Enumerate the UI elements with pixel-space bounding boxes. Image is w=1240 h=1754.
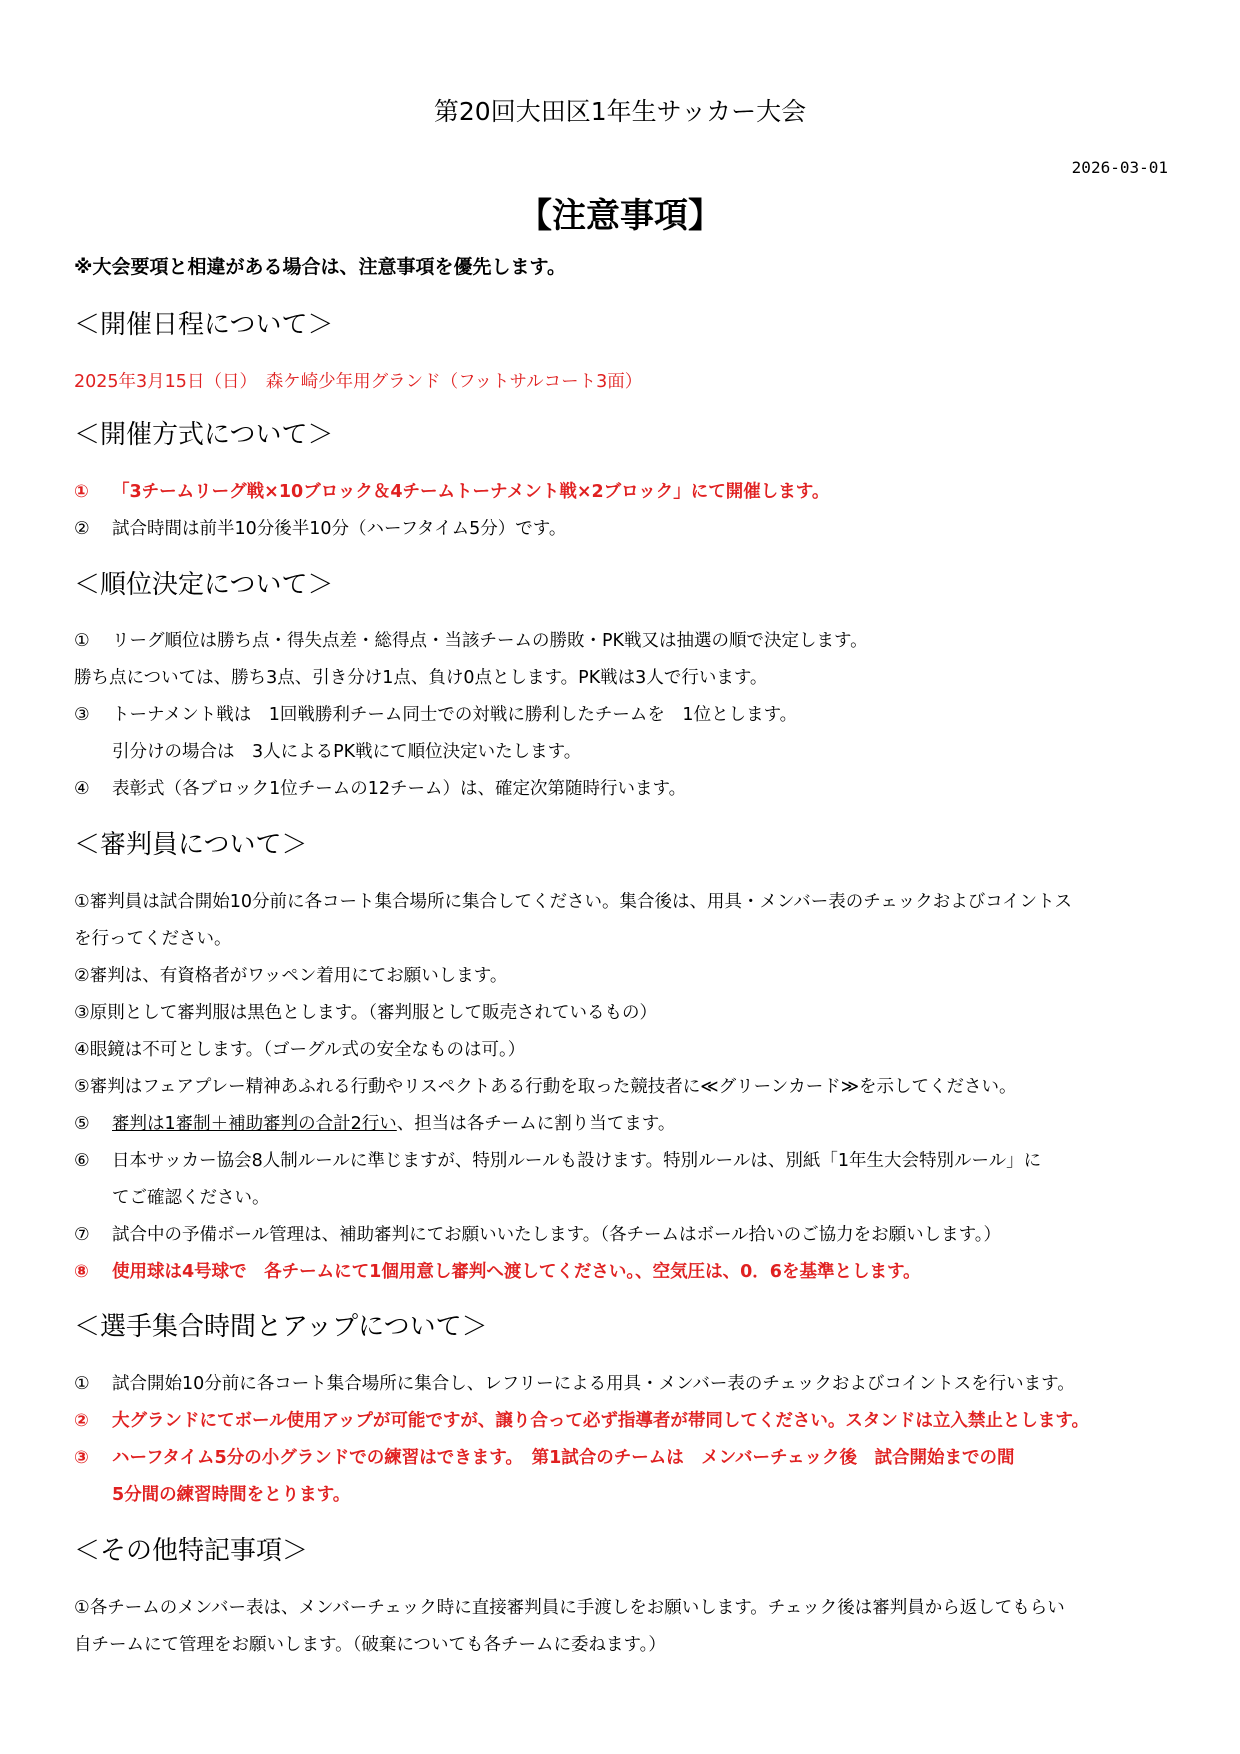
referee-item-1: ①審判員は試合開始10分前に各コート集合場所に集合してください。集合後は、用具・メンバー表のチェックおよびコイントス bbox=[74, 892, 1073, 912]
players-item-3 bbox=[74, 1444, 1015, 1469]
item-number: ⑤ bbox=[74, 1114, 90, 1134]
document-title: 第20回大田区1年生サッカー大会 bbox=[433, 97, 807, 126]
schedule-line: 2025年3月15日（日） 森ケ崎少年用グランド（フットサルコート3面） bbox=[74, 372, 643, 392]
item-text: 表彰式（各ブロック1位チームの12チーム）は、確定次第随時行います。 bbox=[112, 779, 687, 799]
item-number: ① bbox=[74, 482, 89, 502]
item-text: 「3チームリーグ戦×10ブロック＆4チームトーナメント戦×2ブロック」にて開催します。 bbox=[112, 482, 830, 502]
item-text: 大グランドにてボール使用アップが可能ですが、譲り合って必ず指導者が帯同してください。スタンドは立入禁止とします。 bbox=[112, 1411, 1090, 1431]
referee-item-7-cont: てご確認ください。 bbox=[112, 1188, 270, 1208]
item-number: ⑥ bbox=[74, 1151, 90, 1171]
section-heading-ranking: ＜順位決定について＞ bbox=[74, 570, 334, 600]
referee-item-7 bbox=[74, 1147, 1041, 1172]
referee-item-9 bbox=[74, 1258, 921, 1283]
document-date: 2026-03-01 bbox=[1071, 158, 1168, 177]
item-number: ⑧ bbox=[74, 1262, 89, 1282]
ranking-item-3-cont: 引分けの場合は 3人によるPK戦にて順位決定いたします。 bbox=[112, 742, 582, 762]
item-number: ③ bbox=[74, 1448, 89, 1468]
item-text: トーナメント戦は 1回戦勝利チーム同士での対戦に勝利したチームを 1位とします。 bbox=[112, 705, 798, 725]
item-text: 試合開始10分前に各コート集合場所に集合し、レフリーによる用具・メンバー表のチェックおよびコイントスを行います。 bbox=[112, 1374, 1075, 1394]
item-text: 使用球は4号球で 各チームにて1個用意し審判へ渡してください。、空気圧は、0．6を基準とします。 bbox=[112, 1262, 921, 1282]
ranking-points-note: 勝ち点については、勝ち3点、引き分け1点、負け0点とします。PK戦は3人で行います。 bbox=[74, 668, 768, 688]
item-text: ハーフタイム5分の小グランドでの練習はできます。 第1試合のチームは メンバーチェック後 試合開始までの間 bbox=[112, 1448, 1015, 1468]
item-text: 試合中の予備ボール管理は、補助審判にてお願いいたします。（各チームはボール拾いのご協力をお願いします。） bbox=[112, 1225, 1001, 1245]
players-item-2 bbox=[74, 1407, 1089, 1432]
other-item-1-cont: 自チームにて管理をお願いします。（破棄についても各チームに委ねます。） bbox=[74, 1635, 666, 1655]
section-heading-format: ＜開催方式について＞ bbox=[74, 420, 334, 450]
section-heading-other: ＜その他特記事項＞ bbox=[74, 1536, 309, 1566]
item-number: ② bbox=[74, 1411, 89, 1431]
referee-item-3: ③原則として審判服は黒色とします。（審判服として販売されているもの） bbox=[74, 1003, 658, 1023]
item-number: ③ bbox=[74, 705, 90, 725]
players-item-3-cont: 5分間の練習時間をとります。 bbox=[112, 1485, 351, 1505]
referee-item-2: ②審判は、有資格者がワッペン着用にてお願いします。 bbox=[74, 966, 508, 986]
item-text-underlined: 審判は1審制＋補助審判の合計2行い bbox=[112, 1114, 397, 1134]
item-text: 試合時間は前半10分後半10分（ハーフタイム5分）です。 bbox=[112, 519, 567, 539]
ranking-item-4 bbox=[74, 775, 686, 800]
item-number: ① bbox=[74, 631, 90, 651]
referee-item-6 bbox=[74, 1110, 675, 1135]
ranking-item-3 bbox=[74, 701, 797, 726]
item-text: リーグ順位は勝ち点・得失点差・総得点・当該チームの勝敗・PK戦又は抽選の順で決定します。 bbox=[112, 631, 868, 651]
section-heading-referee: ＜審判員について＞ bbox=[74, 830, 308, 860]
item-number: ① bbox=[74, 1374, 90, 1394]
referee-item-8 bbox=[74, 1221, 1001, 1246]
referee-item-1-cont: を行ってください。 bbox=[74, 929, 232, 949]
players-item-1 bbox=[74, 1370, 1075, 1395]
ranking-item-1 bbox=[74, 627, 868, 652]
item-number: ⑦ bbox=[74, 1225, 90, 1245]
item-number: ④ bbox=[74, 779, 90, 799]
referee-item-4: ④眼鏡は不可とします。（ゴーグル式の安全なものは可。） bbox=[74, 1040, 526, 1060]
item-text: 、担当は各チームに割り当てます。 bbox=[396, 1114, 676, 1134]
notice-heading: 【注意事項】 bbox=[518, 196, 722, 236]
item-text: 日本サッカー協会8人制ルールに準じますが、特別ルールも設けます。特別ルールは、別紙「1年生大会特別ルール」に bbox=[112, 1151, 1042, 1171]
format-item-2 bbox=[74, 515, 566, 540]
referee-item-5: ⑤審判はフェアプレー精神あふれる行動やリスペクトある行動を取った競技者に≪グリーンカード≫を示してください。 bbox=[74, 1077, 1017, 1097]
section-heading-players: ＜選手集合時間とアップについて＞ bbox=[74, 1312, 488, 1342]
priority-note: ※大会要項と相違がある場合は、注意事項を優先します。 bbox=[74, 256, 566, 278]
item-number: ② bbox=[74, 519, 90, 539]
section-heading-schedule: ＜開催日程について＞ bbox=[74, 310, 334, 340]
other-item-1: ①各チームのメンバー表は、メンバーチェック時に直接審判員に手渡しをお願いします。チェック後は審判員から返してもらい bbox=[74, 1598, 1065, 1618]
format-item-1 bbox=[74, 478, 829, 503]
